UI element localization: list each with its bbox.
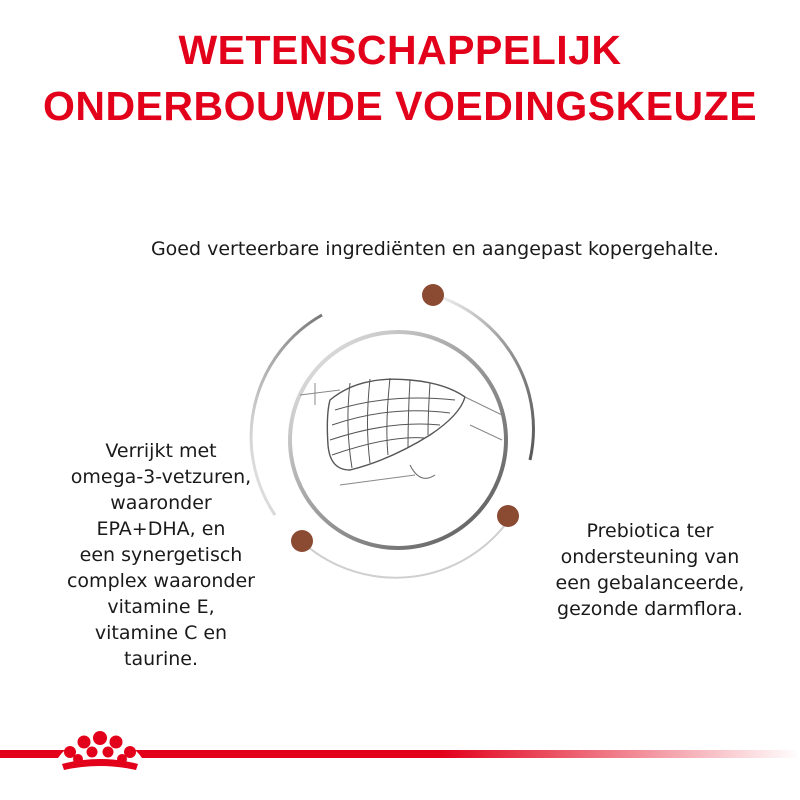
feature-left-line: EPA+DHA, en — [96, 518, 226, 540]
liver-sketch-icon — [300, 378, 502, 485]
feature-right-line: een gebalanceerde, — [555, 572, 745, 594]
royal-canin-crown-icon — [58, 731, 142, 770]
outer-ring-arc-bottom — [300, 525, 505, 578]
feature-dot-top — [422, 284, 444, 306]
feature-left-line: omega-3-vetzuren, — [70, 466, 252, 488]
title-line-1: WETENSCHAPPELIJK — [178, 27, 622, 73]
feature-left-line: een synergetisch — [79, 544, 243, 566]
feature-dot-left — [291, 530, 313, 552]
feature-left-line: vitamine C en — [94, 622, 228, 644]
page-title — [0, 22, 800, 134]
feature-left-line: vitamine E, — [107, 596, 215, 618]
feature-dot-right — [497, 505, 519, 527]
feature-left-text — [56, 438, 266, 672]
feature-right-text — [540, 518, 760, 622]
feature-right-line: gezonde darmflora. — [557, 598, 743, 620]
feature-right-line: ondersteuning van — [560, 546, 740, 568]
feature-left-line: waaronder — [110, 492, 212, 514]
feature-left-line: Verrijkt met — [105, 440, 217, 462]
feature-top-text: Goed verteerbare ingrediënten en aangepast kopergehalte. — [150, 238, 720, 260]
title-line-2: ONDERBOUWDE VOEDINGSKEUZE — [42, 83, 758, 129]
inner-ring — [290, 332, 506, 548]
feature-diagram — [240, 275, 550, 585]
feature-left-line: taurine. — [124, 648, 198, 670]
feature-right-line: Prebiotica ter — [586, 520, 714, 542]
footer-brand-bar — [0, 722, 800, 782]
feature-left-line: complex waaronder — [66, 570, 255, 592]
